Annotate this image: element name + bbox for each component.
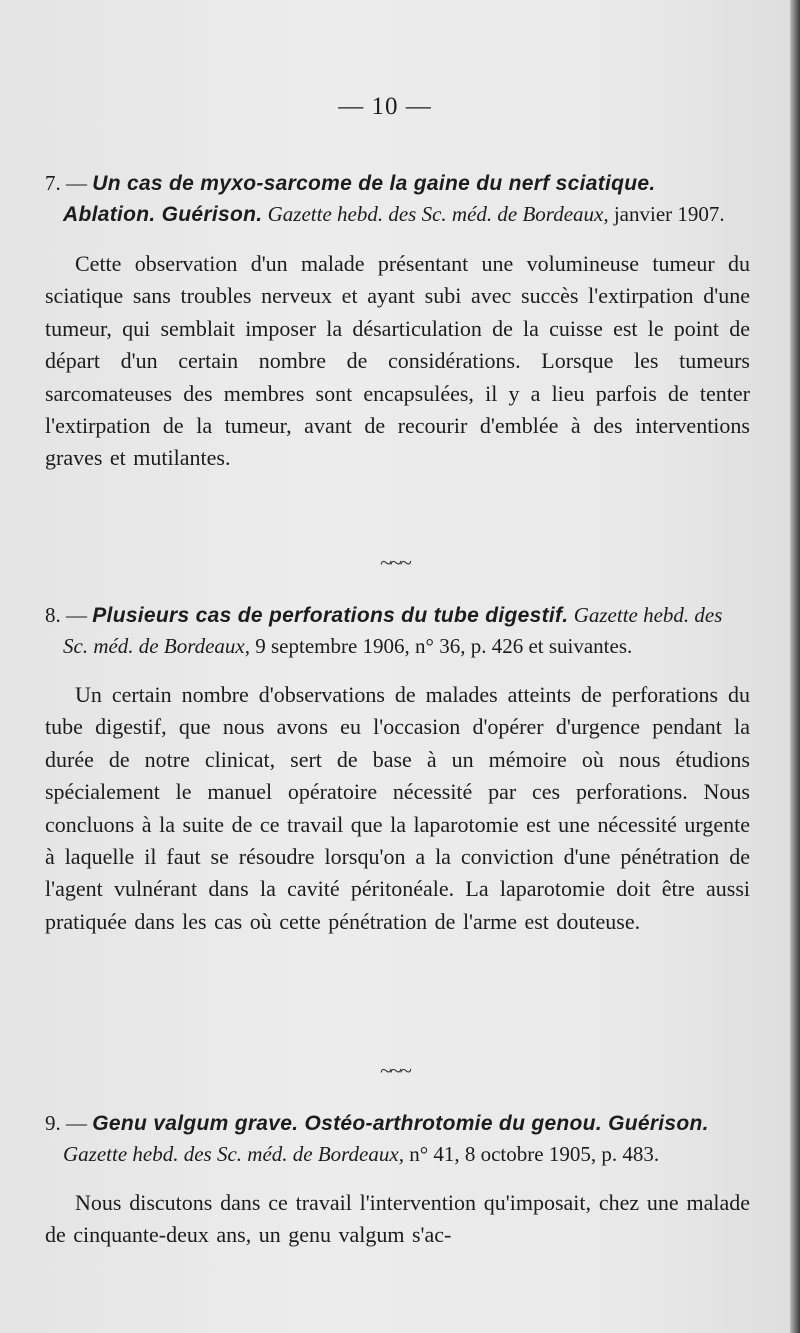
entry-date: 9 septembre 1906, n° 36, p. 426 et suivantes. <box>255 634 633 658</box>
entry-source: Gazette hebd. des Sc. méd. de Bordeaux, <box>63 603 723 658</box>
entry-heading <box>45 600 750 661</box>
page-number: — 10 — <box>338 93 432 120</box>
entry-summary: Cette observation d'un malade présentant une volumineuse tumeur du sciatique sans troubles nerveux et ayant subi avec succès l'extirpation d'une tumeur, qui semblait imposer la désarticulation de la cuisse est le point de départ d'un certain nombre de considérations. Lorsque les tumeurs sarcomateuses des membres sont encapsulées, il y a lieu parfois de tenter l'extirpation de la tumeur, avant de recourir d'emblée à des interventions graves et mutilantes. <box>45 251 750 471</box>
entry-8 <box>45 600 750 938</box>
ornament-divider: ~~~ <box>380 550 410 575</box>
entry-heading <box>45 1108 750 1169</box>
entry-source: Gazette hebd. des Sc. méd. de Bordeaux, <box>63 1142 404 1166</box>
page-edge-shadow <box>790 0 800 1333</box>
entry-title: Un cas de myxo-sarcome de la gaine du nerf sciatique. Ablation. Guérison. <box>63 172 656 226</box>
entry-title: Plusieurs cas de perforations du tube digestif. <box>92 604 569 627</box>
entry-summary: Nous discutons dans ce travail l'intervention qu'imposait, chez une malade de cinquante-deux ans, un genu valgum s'ac- <box>45 1190 750 1248</box>
entry-heading <box>45 168 750 230</box>
entry-summary: Un certain nombre d'observations de malades atteints de perforations du tube digestif, que nous avons eu l'occasion d'opérer d'urgence pendant la durée de notre clinicat, sert de base à un mémoire où nous étudions spécialement le manuel opératoire nécessité par ces perforations. Nous concluons à la suite de ce travail que la laparotomie est une nécessité urgente à laquelle il faut se résoudre lorsqu'on a la conviction d'une pénétration de l'agent vulnérant dans la cavité péritonéale. La laparotomie doit être aussi pratiquée dans les cas où cette pénétration de l'arme est douteuse. <box>45 682 750 934</box>
ornament-divider: ~~~ <box>380 1058 410 1083</box>
entry-date: janvier 1907. <box>613 202 725 226</box>
entry-date: n° 41, 8 octobre 1905, p. 483. <box>409 1142 660 1166</box>
entry-number: 7. — <box>45 171 87 195</box>
entry-title: Genu valgum grave. Ostéo-arthrotomie du genou. Guérison. <box>92 1112 709 1135</box>
entry-source: Gazette hebd. des Sc. méd. de Bordeaux, <box>267 202 609 226</box>
entry-9 <box>45 1108 750 1252</box>
entry-7 <box>45 168 750 475</box>
entry-number: 8. — <box>45 603 87 627</box>
entry-number: 9. — <box>45 1111 87 1135</box>
